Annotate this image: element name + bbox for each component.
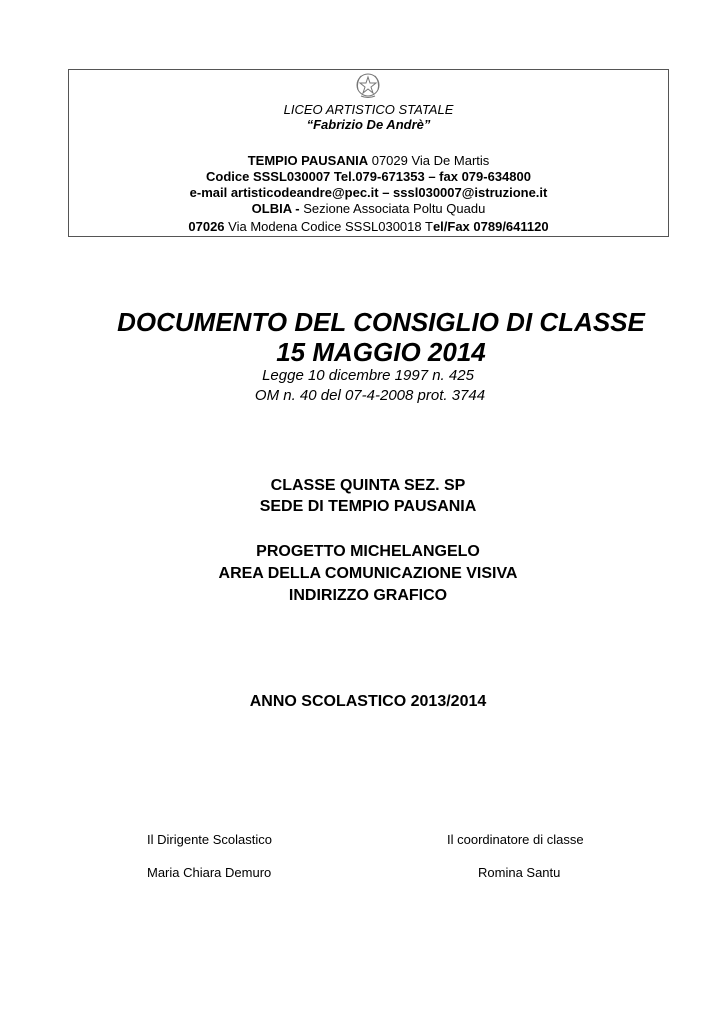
area-label: AREA DELLA COMUNICAZIONE VISIVA [218, 565, 518, 582]
address-tempio-city: TEMPIO PAUSANIA [247, 153, 369, 168]
school-name: LICEO ARTISTICO STATALE [283, 102, 454, 117]
coordinator-name: Romina Santu [478, 865, 561, 880]
document-title: DOCUMENTO DEL CONSIGLIO DI CLASSE [117, 307, 645, 337]
address-tempio-street: 07029 Via De Martis [368, 153, 490, 168]
om-reference: OM n. 40 del 07-4-2008 prot. 3744 [254, 387, 486, 404]
coordinator-role: Il coordinatore di classe [447, 832, 584, 847]
principal-role: Il Dirigente Scolastico [147, 832, 272, 847]
class-label: CLASSE QUINTA SEZ. SP [270, 477, 466, 494]
project-label: PROGETTO MICHELANGELO [256, 543, 480, 560]
site-label: SEDE DI TEMPIO PAUSANIA [259, 498, 477, 515]
address-olbia-section: Sezione Associata Poltu Quadu [303, 201, 486, 216]
address-label: INDIRIZZO GRAFICO [288, 587, 448, 604]
address-modena-street: Via Modena Codice SSSL030018 T [224, 219, 433, 234]
address-modena-zip: 07026 [188, 219, 225, 234]
law-reference: Legge 10 dicembre 1997 n. 425 [262, 367, 474, 384]
address-olbia [69, 201, 668, 216]
address-modena [69, 219, 668, 234]
address-olbia-city: OLBIA - [251, 201, 304, 216]
italian-republic-emblem-icon [352, 70, 384, 100]
address-modena-telfax: el/Fax 0789/641120 [432, 219, 549, 234]
principal-name: Maria Chiara Demuro [147, 865, 272, 880]
contact-email: e-mail artisticodeandre@pec.it – sssl030007@istruzione.it [189, 185, 548, 200]
letterhead-box [68, 69, 669, 237]
document-date: 15 MAGGIO 2014 [276, 337, 486, 367]
school-year: ANNO SCOLASTICO 2013/2014 [249, 693, 487, 710]
school-dedication: “Fabrizio De Andrè” [306, 117, 431, 132]
address-tempio [69, 153, 668, 168]
contact-codice: Codice SSSL030007 Tel.079-671353 – fax 079-634800 [206, 169, 531, 184]
